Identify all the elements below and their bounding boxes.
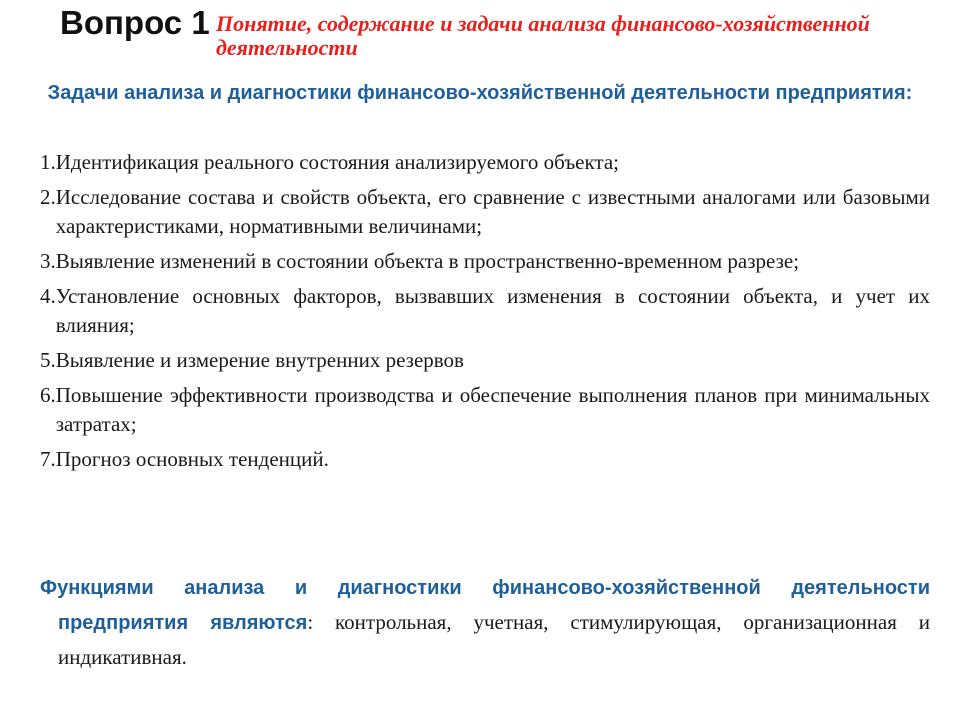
- item-number: 5.: [40, 348, 56, 372]
- functions-list: : контрольная, учетная, стимулирующая, организационная и индикативная.: [58, 610, 930, 669]
- tasks-list: [40, 148, 930, 480]
- item-number: 6.: [40, 383, 56, 407]
- functions-lead: Функциями анализа и диагностики финансово-хозяйственной деятельности предприятия являются: [40, 577, 930, 634]
- question-label: Вопрос 1: [60, 4, 210, 41]
- item-text: Идентификация реального состояния анализируемого объекта;: [55, 150, 620, 174]
- item-text: Выявление и измерение внутренних резервов: [55, 348, 464, 372]
- item-number: 2.: [40, 185, 56, 209]
- item-number: 4.: [40, 284, 56, 308]
- item-number: 1.: [40, 150, 56, 174]
- item-number: 3.: [40, 249, 56, 273]
- list-item: [40, 183, 930, 241]
- item-text: Прогноз основных тенденций.: [55, 447, 329, 471]
- tasks-subtitle: Задачи анализа и диагностики финансово-хозяйственной деятельности предприятия:: [47, 82, 913, 104]
- item-text: Исследование состава и свойств объекта, его сравнение с известными аналогами или базовыми характеристиками, нормативными величинами;: [55, 185, 930, 238]
- list-item: [40, 247, 930, 276]
- list-item: [40, 282, 930, 340]
- functions-paragraph: [40, 570, 930, 674]
- item-number: 7.: [40, 447, 56, 471]
- list-item: [40, 346, 930, 375]
- item-text: Выявление изменений в состоянии объекта в пространственно-временном разрезе;: [55, 249, 800, 273]
- list-item: [40, 381, 930, 439]
- list-item: [40, 148, 930, 177]
- item-text: Установление основных факторов, вызвавших изменения в состоянии объекта, и учет их влияния;: [55, 284, 930, 337]
- item-text: Повышение эффективности производства и обеспечение выполнения планов при минимальных затратах;: [55, 383, 930, 436]
- question-topic: Понятие, содержание и задачи анализа финансово-хозяйственной деятельности: [216, 11, 870, 60]
- list-item: [40, 445, 930, 474]
